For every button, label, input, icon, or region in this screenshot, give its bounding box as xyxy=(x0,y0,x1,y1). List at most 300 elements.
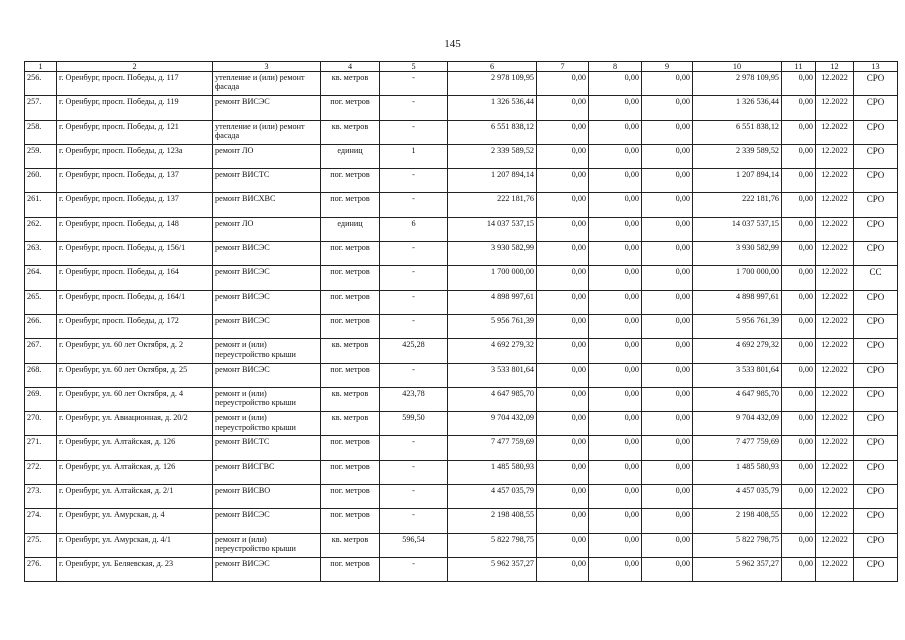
unit-cell: кв. метров xyxy=(321,339,380,363)
deadline-cell: 12.2022 xyxy=(816,485,854,509)
deadline-cell: 12.2022 xyxy=(816,363,854,387)
quantity-cell: - xyxy=(380,314,448,338)
total-cost-cell: 3 930 582,99 xyxy=(448,242,537,266)
table-row xyxy=(25,557,898,581)
fund-cell: 0,00 xyxy=(537,339,589,363)
work-type-cell: ремонт ВИСЭС xyxy=(213,96,321,120)
unit-cell: пог. метров xyxy=(321,436,380,460)
quantity-cell: 599,50 xyxy=(380,412,448,436)
other-funds-cell: 0,00 xyxy=(782,290,816,314)
deadline-cell: 12.2022 xyxy=(816,242,854,266)
deadline-cell: 12.2022 xyxy=(816,120,854,144)
budget-cell: 0,00 xyxy=(589,96,642,120)
fund-cell: 0,00 xyxy=(537,266,589,290)
local-budget-cell: 0,00 xyxy=(642,509,693,533)
unit-cell: пог. метров xyxy=(321,460,380,484)
fund-cell: 0,00 xyxy=(537,436,589,460)
deadline-cell: 12.2022 xyxy=(816,436,854,460)
other-funds-cell: 0,00 xyxy=(782,314,816,338)
fund-cell: 0,00 xyxy=(537,193,589,217)
unit-cell: пог. метров xyxy=(321,363,380,387)
method-cell: СРО xyxy=(854,193,898,217)
table-row xyxy=(25,72,898,96)
address-cell: г. Оренбург, просп. Победы, д. 117 xyxy=(57,72,213,96)
unit-cell: пог. метров xyxy=(321,557,380,581)
work-type-cell: ремонт ВИСЭС xyxy=(213,290,321,314)
quantity-cell: - xyxy=(380,242,448,266)
owners-funds-cell: 7 477 759,69 xyxy=(693,436,782,460)
other-funds-cell: 0,00 xyxy=(782,96,816,120)
column-header: 6 xyxy=(448,62,537,72)
quantity-cell: - xyxy=(380,363,448,387)
work-type-cell: ремонт ВИСТС xyxy=(213,436,321,460)
address-cell: г. Оренбург, ул. 60 лет Октября, д. 4 xyxy=(57,387,213,411)
total-cost-cell: 14 037 537,15 xyxy=(448,217,537,241)
owners-funds-cell: 14 037 537,15 xyxy=(693,217,782,241)
other-funds-cell: 0,00 xyxy=(782,339,816,363)
table-row xyxy=(25,460,898,484)
row-number-cell: 264. xyxy=(25,266,57,290)
row-number-cell: 274. xyxy=(25,509,57,533)
deadline-cell: 12.2022 xyxy=(816,509,854,533)
budget-cell: 0,00 xyxy=(589,217,642,241)
column-header: 1 xyxy=(25,62,57,72)
row-number-cell: 263. xyxy=(25,242,57,266)
table-body xyxy=(25,72,898,582)
unit-cell: пог. метров xyxy=(321,314,380,338)
local-budget-cell: 0,00 xyxy=(642,193,693,217)
quantity-cell: - xyxy=(380,266,448,290)
fund-cell: 0,00 xyxy=(537,314,589,338)
work-type-cell: ремонт ВИСЭС xyxy=(213,557,321,581)
owners-funds-cell: 1 207 894,14 xyxy=(693,169,782,193)
method-cell: СРО xyxy=(854,557,898,581)
address-cell: г. Оренбург, просп. Победы, д. 123а xyxy=(57,144,213,168)
work-type-cell: утепление и (или) ремонт фасада xyxy=(213,72,321,96)
local-budget-cell: 0,00 xyxy=(642,339,693,363)
quantity-cell: - xyxy=(380,96,448,120)
owners-funds-cell: 5 956 761,39 xyxy=(693,314,782,338)
column-header: 9 xyxy=(642,62,693,72)
column-header: 12 xyxy=(816,62,854,72)
owners-funds-cell: 6 551 838,12 xyxy=(693,120,782,144)
total-cost-cell: 1 326 536,44 xyxy=(448,96,537,120)
table-row xyxy=(25,242,898,266)
table-row xyxy=(25,96,898,120)
total-cost-cell: 2 339 589,52 xyxy=(448,144,537,168)
quantity-cell: - xyxy=(380,169,448,193)
row-number-cell: 256. xyxy=(25,72,57,96)
unit-cell: единиц xyxy=(321,144,380,168)
work-type-cell: ремонт ВИСЭС xyxy=(213,314,321,338)
column-header: 2 xyxy=(57,62,213,72)
address-cell: г. Оренбург, просп. Победы, д. 148 xyxy=(57,217,213,241)
row-number-cell: 276. xyxy=(25,557,57,581)
other-funds-cell: 0,00 xyxy=(782,557,816,581)
address-cell: г. Оренбург, ул. Алтайская, д. 126 xyxy=(57,460,213,484)
quantity-cell: - xyxy=(380,509,448,533)
table-row xyxy=(25,193,898,217)
unit-cell: кв. метров xyxy=(321,387,380,411)
total-cost-cell: 2 198 408,55 xyxy=(448,509,537,533)
fund-cell: 0,00 xyxy=(537,217,589,241)
work-type-cell: ремонт ВИСХВС xyxy=(213,193,321,217)
owners-funds-cell: 5 962 357,27 xyxy=(693,557,782,581)
total-cost-cell: 4 457 035,79 xyxy=(448,485,537,509)
work-type-cell: ремонт ЛО xyxy=(213,217,321,241)
column-header: 10 xyxy=(693,62,782,72)
column-header: 7 xyxy=(537,62,589,72)
row-number-cell: 275. xyxy=(25,533,57,557)
address-cell: г. Оренбург, ул. Амурская, д. 4/1 xyxy=(57,533,213,557)
method-cell: СРО xyxy=(854,242,898,266)
deadline-cell: 12.2022 xyxy=(816,412,854,436)
deadline-cell: 12.2022 xyxy=(816,217,854,241)
row-number-cell: 257. xyxy=(25,96,57,120)
unit-cell: кв. метров xyxy=(321,533,380,557)
owners-funds-cell: 2 339 589,52 xyxy=(693,144,782,168)
other-funds-cell: 0,00 xyxy=(782,144,816,168)
quantity-cell: - xyxy=(380,290,448,314)
row-number-cell: 271. xyxy=(25,436,57,460)
other-funds-cell: 0,00 xyxy=(782,533,816,557)
fund-cell: 0,00 xyxy=(537,485,589,509)
table-row xyxy=(25,485,898,509)
deadline-cell: 12.2022 xyxy=(816,72,854,96)
column-header: 13 xyxy=(854,62,898,72)
local-budget-cell: 0,00 xyxy=(642,485,693,509)
owners-funds-cell: 222 181,76 xyxy=(693,193,782,217)
other-funds-cell: 0,00 xyxy=(782,217,816,241)
other-funds-cell: 0,00 xyxy=(782,436,816,460)
other-funds-cell: 0,00 xyxy=(782,72,816,96)
quantity-cell: 425,28 xyxy=(380,339,448,363)
work-type-cell: ремонт ВИСЭС xyxy=(213,363,321,387)
work-type-cell: ремонт ЛО xyxy=(213,144,321,168)
work-type-cell: ремонт ВИСЭС xyxy=(213,509,321,533)
budget-cell: 0,00 xyxy=(589,266,642,290)
total-cost-cell: 9 704 432,09 xyxy=(448,412,537,436)
unit-cell: пог. метров xyxy=(321,242,380,266)
owners-funds-cell: 9 704 432,09 xyxy=(693,412,782,436)
other-funds-cell: 0,00 xyxy=(782,412,816,436)
fund-cell: 0,00 xyxy=(537,144,589,168)
budget-cell: 0,00 xyxy=(589,509,642,533)
owners-funds-cell: 4 692 279,32 xyxy=(693,339,782,363)
deadline-cell: 12.2022 xyxy=(816,387,854,411)
total-cost-cell: 1 700 000,00 xyxy=(448,266,537,290)
table-row xyxy=(25,290,898,314)
total-cost-cell: 4 647 985,70 xyxy=(448,387,537,411)
unit-cell: пог. метров xyxy=(321,193,380,217)
budget-cell: 0,00 xyxy=(589,120,642,144)
quantity-cell: - xyxy=(380,485,448,509)
work-type-cell: ремонт и (или) переустройство крыши xyxy=(213,412,321,436)
deadline-cell: 12.2022 xyxy=(816,266,854,290)
total-cost-cell: 4 898 997,61 xyxy=(448,290,537,314)
budget-cell: 0,00 xyxy=(589,387,642,411)
row-number-cell: 270. xyxy=(25,412,57,436)
method-cell: СРО xyxy=(854,436,898,460)
budget-cell: 0,00 xyxy=(589,242,642,266)
owners-funds-cell: 1 485 580,93 xyxy=(693,460,782,484)
row-number-cell: 267. xyxy=(25,339,57,363)
fund-cell: 0,00 xyxy=(537,412,589,436)
method-cell: СРО xyxy=(854,144,898,168)
total-cost-cell: 3 533 801,64 xyxy=(448,363,537,387)
row-number-cell: 260. xyxy=(25,169,57,193)
local-budget-cell: 0,00 xyxy=(642,436,693,460)
work-type-cell: ремонт и (или) переустройство крыши xyxy=(213,387,321,411)
address-cell: г. Оренбург, ул. Авиационная, д. 20/2 xyxy=(57,412,213,436)
quantity-cell: - xyxy=(380,193,448,217)
quantity-cell: - xyxy=(380,460,448,484)
table-row xyxy=(25,169,898,193)
budget-cell: 0,00 xyxy=(589,557,642,581)
deadline-cell: 12.2022 xyxy=(816,193,854,217)
local-budget-cell: 0,00 xyxy=(642,387,693,411)
method-cell: СРО xyxy=(854,72,898,96)
address-cell: г. Оренбург, ул. Беляевская, д. 23 xyxy=(57,557,213,581)
work-type-cell: ремонт ВИСГВС xyxy=(213,460,321,484)
table-row xyxy=(25,509,898,533)
address-cell: г. Оренбург, просп. Победы, д. 119 xyxy=(57,96,213,120)
address-cell: г. Оренбург, ул. Алтайская, д. 2/1 xyxy=(57,485,213,509)
row-number-cell: 272. xyxy=(25,460,57,484)
table-row xyxy=(25,217,898,241)
budget-cell: 0,00 xyxy=(589,169,642,193)
fund-cell: 0,00 xyxy=(537,557,589,581)
deadline-cell: 12.2022 xyxy=(816,169,854,193)
deadline-cell: 12.2022 xyxy=(816,290,854,314)
budget-cell: 0,00 xyxy=(589,436,642,460)
table-row xyxy=(25,144,898,168)
method-cell: СРО xyxy=(854,533,898,557)
method-cell: СРО xyxy=(854,290,898,314)
row-number-cell: 261. xyxy=(25,193,57,217)
fund-cell: 0,00 xyxy=(537,363,589,387)
row-number-cell: 258. xyxy=(25,120,57,144)
local-budget-cell: 0,00 xyxy=(642,144,693,168)
address-cell: г. Оренбург, ул. Алтайская, д. 126 xyxy=(57,436,213,460)
row-number-cell: 262. xyxy=(25,217,57,241)
owners-funds-cell: 2 978 109,95 xyxy=(693,72,782,96)
local-budget-cell: 0,00 xyxy=(642,242,693,266)
local-budget-cell: 0,00 xyxy=(642,120,693,144)
total-cost-cell: 2 978 109,95 xyxy=(448,72,537,96)
total-cost-cell: 5 956 761,39 xyxy=(448,314,537,338)
row-number-cell: 273. xyxy=(25,485,57,509)
total-cost-cell: 5 962 357,27 xyxy=(448,557,537,581)
table-row xyxy=(25,120,898,144)
unit-cell: кв. метров xyxy=(321,412,380,436)
address-cell: г. Оренбург, ул. 60 лет Октября, д. 25 xyxy=(57,363,213,387)
owners-funds-cell: 4 898 997,61 xyxy=(693,290,782,314)
table-row xyxy=(25,436,898,460)
fund-cell: 0,00 xyxy=(537,290,589,314)
quantity-cell: - xyxy=(380,72,448,96)
table-row xyxy=(25,363,898,387)
quantity-cell: 6 xyxy=(380,217,448,241)
unit-cell: пог. метров xyxy=(321,266,380,290)
local-budget-cell: 0,00 xyxy=(642,460,693,484)
table-row xyxy=(25,266,898,290)
address-cell: г. Оренбург, просп. Победы, д. 121 xyxy=(57,120,213,144)
deadline-cell: 12.2022 xyxy=(816,460,854,484)
local-budget-cell: 0,00 xyxy=(642,314,693,338)
method-cell: СРО xyxy=(854,314,898,338)
address-cell: г. Оренбург, просп. Победы, д. 137 xyxy=(57,193,213,217)
column-header: 11 xyxy=(782,62,816,72)
method-cell: СРО xyxy=(854,169,898,193)
method-cell: СРО xyxy=(854,460,898,484)
budget-cell: 0,00 xyxy=(589,72,642,96)
total-cost-cell: 222 181,76 xyxy=(448,193,537,217)
budget-cell: 0,00 xyxy=(589,314,642,338)
unit-cell: кв. метров xyxy=(321,72,380,96)
deadline-cell: 12.2022 xyxy=(816,96,854,120)
budget-cell: 0,00 xyxy=(589,144,642,168)
total-cost-cell: 4 692 279,32 xyxy=(448,339,537,363)
table-row xyxy=(25,387,898,411)
address-cell: г. Оренбург, ул. 60 лет Октября, д. 2 xyxy=(57,339,213,363)
method-cell: СС xyxy=(854,266,898,290)
total-cost-cell: 5 822 798,75 xyxy=(448,533,537,557)
fund-cell: 0,00 xyxy=(537,509,589,533)
other-funds-cell: 0,00 xyxy=(782,485,816,509)
owners-funds-cell: 4 457 035,79 xyxy=(693,485,782,509)
table-row xyxy=(25,533,898,557)
budget-cell: 0,00 xyxy=(589,485,642,509)
budget-cell: 0,00 xyxy=(589,363,642,387)
owners-funds-cell: 4 647 985,70 xyxy=(693,387,782,411)
total-cost-cell: 1 207 894,14 xyxy=(448,169,537,193)
column-header: 8 xyxy=(589,62,642,72)
total-cost-cell: 1 485 580,93 xyxy=(448,460,537,484)
owners-funds-cell: 3 533 801,64 xyxy=(693,363,782,387)
work-type-cell: ремонт ВИСТС xyxy=(213,169,321,193)
address-cell: г. Оренбург, просп. Победы, д. 172 xyxy=(57,314,213,338)
local-budget-cell: 0,00 xyxy=(642,412,693,436)
local-budget-cell: 0,00 xyxy=(642,217,693,241)
fund-cell: 0,00 xyxy=(537,120,589,144)
fund-cell: 0,00 xyxy=(537,72,589,96)
unit-cell: пог. метров xyxy=(321,509,380,533)
column-header: 3 xyxy=(213,62,321,72)
address-cell: г. Оренбург, просп. Победы, д. 156/1 xyxy=(57,242,213,266)
header-row xyxy=(25,62,898,72)
quantity-cell: 596,54 xyxy=(380,533,448,557)
address-cell: г. Оренбург, просп. Победы, д. 164/1 xyxy=(57,290,213,314)
method-cell: СРО xyxy=(854,509,898,533)
unit-cell: пог. метров xyxy=(321,485,380,509)
budget-cell: 0,00 xyxy=(589,533,642,557)
owners-funds-cell: 5 822 798,75 xyxy=(693,533,782,557)
fund-cell: 0,00 xyxy=(537,96,589,120)
capital-repair-table xyxy=(24,61,898,582)
other-funds-cell: 0,00 xyxy=(782,120,816,144)
row-number-cell: 265. xyxy=(25,290,57,314)
work-type-cell: утепление и (или) ремонт фасада xyxy=(213,120,321,144)
unit-cell: пог. метров xyxy=(321,96,380,120)
method-cell: СРО xyxy=(854,485,898,509)
fund-cell: 0,00 xyxy=(537,169,589,193)
table-row xyxy=(25,412,898,436)
unit-cell: пог. метров xyxy=(321,169,380,193)
deadline-cell: 12.2022 xyxy=(816,314,854,338)
total-cost-cell: 6 551 838,12 xyxy=(448,120,537,144)
quantity-cell: 423,78 xyxy=(380,387,448,411)
method-cell: СРО xyxy=(854,217,898,241)
other-funds-cell: 0,00 xyxy=(782,460,816,484)
quantity-cell: - xyxy=(380,436,448,460)
row-number-cell: 269. xyxy=(25,387,57,411)
method-cell: СРО xyxy=(854,387,898,411)
local-budget-cell: 0,00 xyxy=(642,363,693,387)
row-number-cell: 266. xyxy=(25,314,57,338)
budget-cell: 0,00 xyxy=(589,339,642,363)
budget-cell: 0,00 xyxy=(589,460,642,484)
deadline-cell: 12.2022 xyxy=(816,533,854,557)
budget-cell: 0,00 xyxy=(589,193,642,217)
table-row xyxy=(25,314,898,338)
quantity-cell: - xyxy=(380,120,448,144)
other-funds-cell: 0,00 xyxy=(782,242,816,266)
deadline-cell: 12.2022 xyxy=(816,144,854,168)
address-cell: г. Оренбург, просп. Победы, д. 164 xyxy=(57,266,213,290)
deadline-cell: 12.2022 xyxy=(816,557,854,581)
column-header: 4 xyxy=(321,62,380,72)
other-funds-cell: 0,00 xyxy=(782,193,816,217)
deadline-cell: 12.2022 xyxy=(816,339,854,363)
work-type-cell: ремонт ВИСЭС xyxy=(213,266,321,290)
owners-funds-cell: 1 700 000,00 xyxy=(693,266,782,290)
work-type-cell: ремонт и (или) переустройство крыши xyxy=(213,533,321,557)
local-budget-cell: 0,00 xyxy=(642,169,693,193)
work-type-cell: ремонт ВИСВО xyxy=(213,485,321,509)
other-funds-cell: 0,00 xyxy=(782,387,816,411)
owners-funds-cell: 1 326 536,44 xyxy=(693,96,782,120)
other-funds-cell: 0,00 xyxy=(782,169,816,193)
total-cost-cell: 7 477 759,69 xyxy=(448,436,537,460)
page-number: 145 xyxy=(444,38,461,50)
quantity-cell: - xyxy=(380,557,448,581)
local-budget-cell: 0,00 xyxy=(642,533,693,557)
address-cell: г. Оренбург, ул. Амурская, д. 4 xyxy=(57,509,213,533)
unit-cell: кв. метров xyxy=(321,120,380,144)
owners-funds-cell: 2 198 408,55 xyxy=(693,509,782,533)
fund-cell: 0,00 xyxy=(537,242,589,266)
local-budget-cell: 0,00 xyxy=(642,72,693,96)
method-cell: СРО xyxy=(854,120,898,144)
other-funds-cell: 0,00 xyxy=(782,509,816,533)
local-budget-cell: 0,00 xyxy=(642,557,693,581)
owners-funds-cell: 3 930 582,99 xyxy=(693,242,782,266)
fund-cell: 0,00 xyxy=(537,387,589,411)
other-funds-cell: 0,00 xyxy=(782,266,816,290)
other-funds-cell: 0,00 xyxy=(782,363,816,387)
budget-cell: 0,00 xyxy=(589,290,642,314)
fund-cell: 0,00 xyxy=(537,460,589,484)
local-budget-cell: 0,00 xyxy=(642,266,693,290)
quantity-cell: 1 xyxy=(380,144,448,168)
address-cell: г. Оренбург, просп. Победы, д. 137 xyxy=(57,169,213,193)
fund-cell: 0,00 xyxy=(537,533,589,557)
row-number-cell: 268. xyxy=(25,363,57,387)
method-cell: СРО xyxy=(854,96,898,120)
row-number-cell: 259. xyxy=(25,144,57,168)
column-header: 5 xyxy=(380,62,448,72)
